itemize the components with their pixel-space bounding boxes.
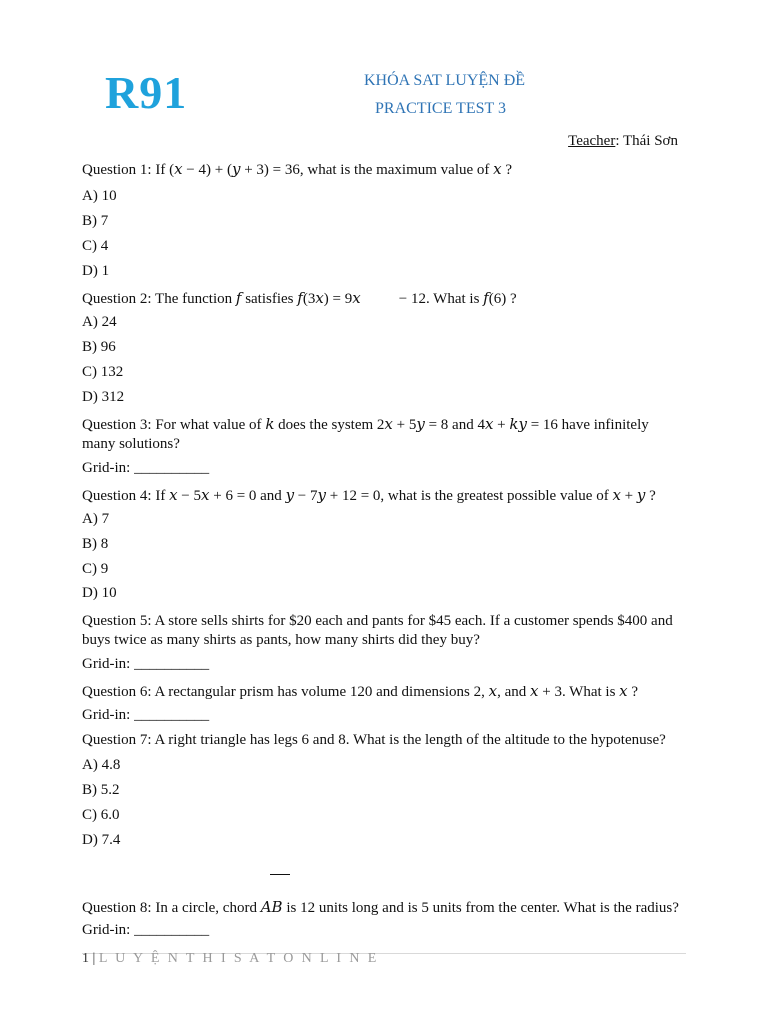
question-6: Question 6: A rectangular prism has volume 120 and dimensions 2, x, and x + 3. What is x ? <box>82 682 639 700</box>
q1-option-c: C) 4 <box>82 238 109 254</box>
question-8: Question 8: In a circle, chord AB is 12 units long and is 5 units from the center. What is the radius? <box>82 898 679 916</box>
question-1: Question 1: If (x − 4) + (y + 3) = 36, what is the maximum value of x ? <box>82 160 513 178</box>
teacher-label: Teacher <box>568 133 616 149</box>
page-number: 1 | <box>82 951 99 966</box>
q1-option-b: B) 7 <box>82 213 109 229</box>
q4-option-c: C) 9 <box>82 561 109 577</box>
teacher-line <box>568 133 678 150</box>
q4-option-a: A) 7 <box>82 511 110 527</box>
q5-gridin: Grid-in: __________ <box>82 656 210 672</box>
q2-option-b: B) 96 <box>82 339 116 355</box>
q6-gridin: Grid-in: __________ <box>82 707 210 723</box>
question-7: Question 7: A right triangle has legs 6 and 8. What is the length of the altitude to the hypotenuse? <box>82 732 666 748</box>
q2-option-d: D) 312 <box>82 389 125 405</box>
q4-option-b: B) 8 <box>82 536 109 552</box>
teacher-name: : Thái Sơn <box>615 133 678 149</box>
q2-option-a: A) 24 <box>82 314 117 330</box>
q7-option-a: A) 4.8 <box>82 757 121 773</box>
q7-option-d: D) 7.4 <box>82 832 121 848</box>
page-footer <box>82 951 379 967</box>
q7-option-c: C) 6.0 <box>82 807 120 823</box>
question-4: Question 4: If x − 5x + 6 = 0 and y − 7y + 12 = 0, what is the greatest possible value of x + y ? <box>82 486 656 504</box>
q3-gridin: Grid-in: __________ <box>82 460 210 476</box>
question-5: Question 5: A store sells shirts for $20 each and pants for $45 each. If a customer spends $400 and buys twice as many shirts as pants, how many shirts did they buy? <box>82 613 673 648</box>
q1-option-a: A) 10 <box>82 188 117 204</box>
test-title: PRACTICE TEST 3 <box>375 100 506 117</box>
footer-site: L U Y Ệ N T H I S A T O N L I N E <box>98 951 379 966</box>
q8-gridin: Grid-in: __________ <box>82 922 210 938</box>
q4-option-d: D) 10 <box>82 585 117 601</box>
question-3: Question 3: For what value of k does the system 2x + 5y = 8 and 4x + ky = 16 have infinitely many solutions? <box>82 415 649 452</box>
q1-option-d: D) 1 <box>82 263 110 279</box>
course-title: KHÓA SAT LUYỆN ĐỀ <box>364 72 526 89</box>
logo: R91 <box>105 67 188 118</box>
stray-overline <box>270 874 290 875</box>
question-2: Question 2: The function f satisfies f(3x) = 9x − 12. What is f(6) ? <box>82 289 517 307</box>
q7-option-b: B) 5.2 <box>82 782 120 798</box>
q2-option-c: C) 132 <box>82 364 124 380</box>
